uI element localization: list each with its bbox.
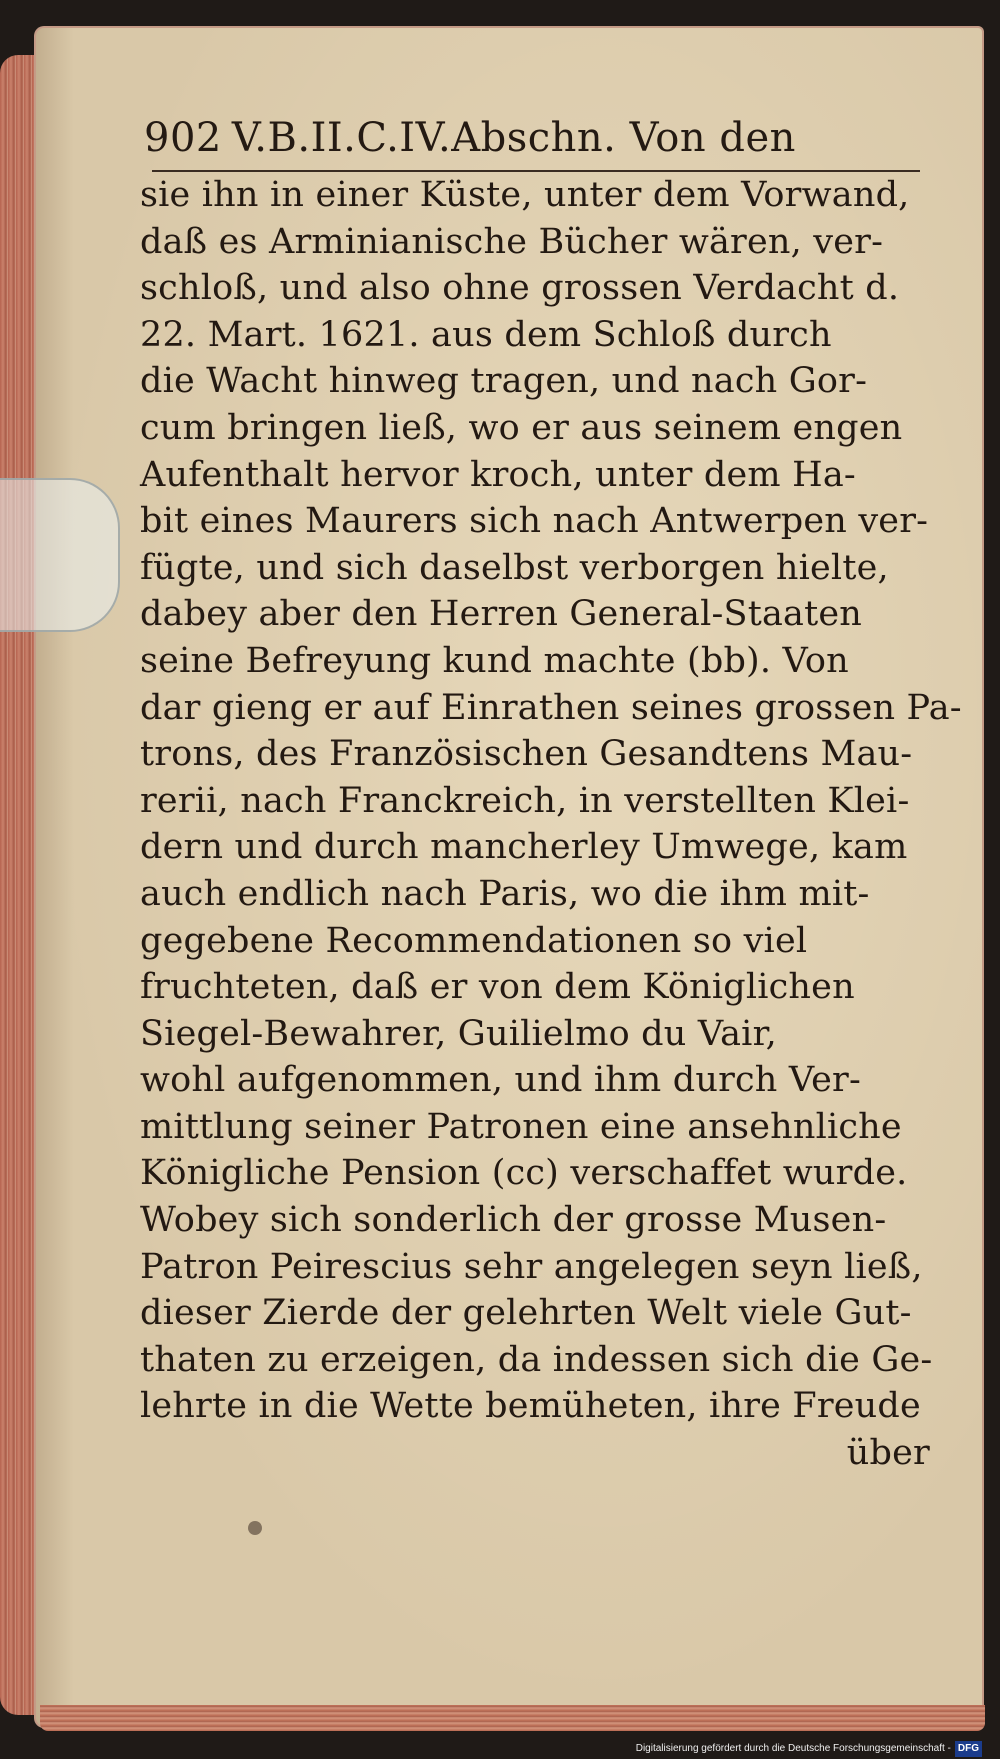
footer-text: Digitalisierung gefördert durch die Deutsche Forschungsgemeinschaft - [635, 1743, 951, 1754]
text-line: 22. Mart. 1621. aus dem Schloß durch [140, 314, 832, 355]
running-head-title: V.B.II.C.IV.Abschn. Von den [231, 115, 796, 161]
running-head [144, 108, 924, 168]
text-line: Patron Peirescius sehr angelegen seyn ließ, [140, 1246, 923, 1287]
text-line: daß es Arminianische Bücher wären, ver- [140, 221, 884, 262]
text-line: Königliche Pension (cc) verschaffet wurde. [140, 1153, 908, 1194]
text-line: auch endlich nach Paris, wo die ihm mit- [140, 873, 870, 914]
text-line: schloß, und also ohne grossen Verdacht d. [140, 268, 900, 309]
text-line: die Wacht hinweg tragen, und nach Gor- [140, 361, 868, 402]
text-line: lehrte in die Wette bemüheten, ihre Freude [140, 1386, 921, 1427]
text-line: seine Befreyung kund machte (bb). Von [140, 640, 849, 681]
ink-smudge [248, 1521, 262, 1535]
page-number: 902 [144, 115, 222, 161]
text-line: gegebene Recommendationen so viel [140, 920, 808, 961]
catchword: über [846, 1433, 930, 1474]
text-line: cum bringen ließ, wo er aus seinem engen [140, 407, 903, 448]
text-line: dar gieng er auf Einrathen seines grossen Pa- [140, 687, 962, 728]
text-line: dern und durch mancherley Umwege, kam [140, 827, 908, 868]
text-line: bit eines Maurers sich nach Antwerpen ver- [140, 501, 929, 542]
text-line: mittlung seiner Patronen eine ansehnliche [140, 1106, 902, 1147]
text-line: Siegel-Bewahrer, Guilielmo du Vair, [140, 1013, 777, 1054]
text-line: rerii, nach Franckreich, in verstellten Klei- [140, 780, 910, 821]
text-line: sie ihn in einer Küste, unter dem Vorwand, [140, 175, 910, 215]
text-line: dabey aber den Herren General-Staaten [140, 594, 863, 635]
body-text [140, 172, 962, 1477]
digitization-footer [636, 1741, 982, 1757]
text-line: dieser Zierde der gelehrten Welt viele Gut- [140, 1293, 912, 1334]
text-line: thaten zu erzeigen, da indessen sich die Ge- [140, 1339, 933, 1380]
text-line: fügte, und sich daselbst verborgen hielte, [140, 547, 889, 588]
text-line: wohl aufgenommen, und ihm durch Ver- [140, 1060, 862, 1101]
text-line: trons, des Französischen Gesandtens Mau- [140, 734, 913, 775]
dfg-logo: DFG [955, 1741, 982, 1757]
text-line: fruchteten, daß er von dem Königlichen [140, 967, 855, 1008]
book-bottom-edge [40, 1705, 985, 1731]
bookmark-clip [0, 478, 120, 632]
text-line: Aufenthalt hervor kroch, unter dem Ha- [140, 454, 856, 495]
text-line: Wobey sich sonderlich der grosse Musen- [140, 1200, 887, 1241]
